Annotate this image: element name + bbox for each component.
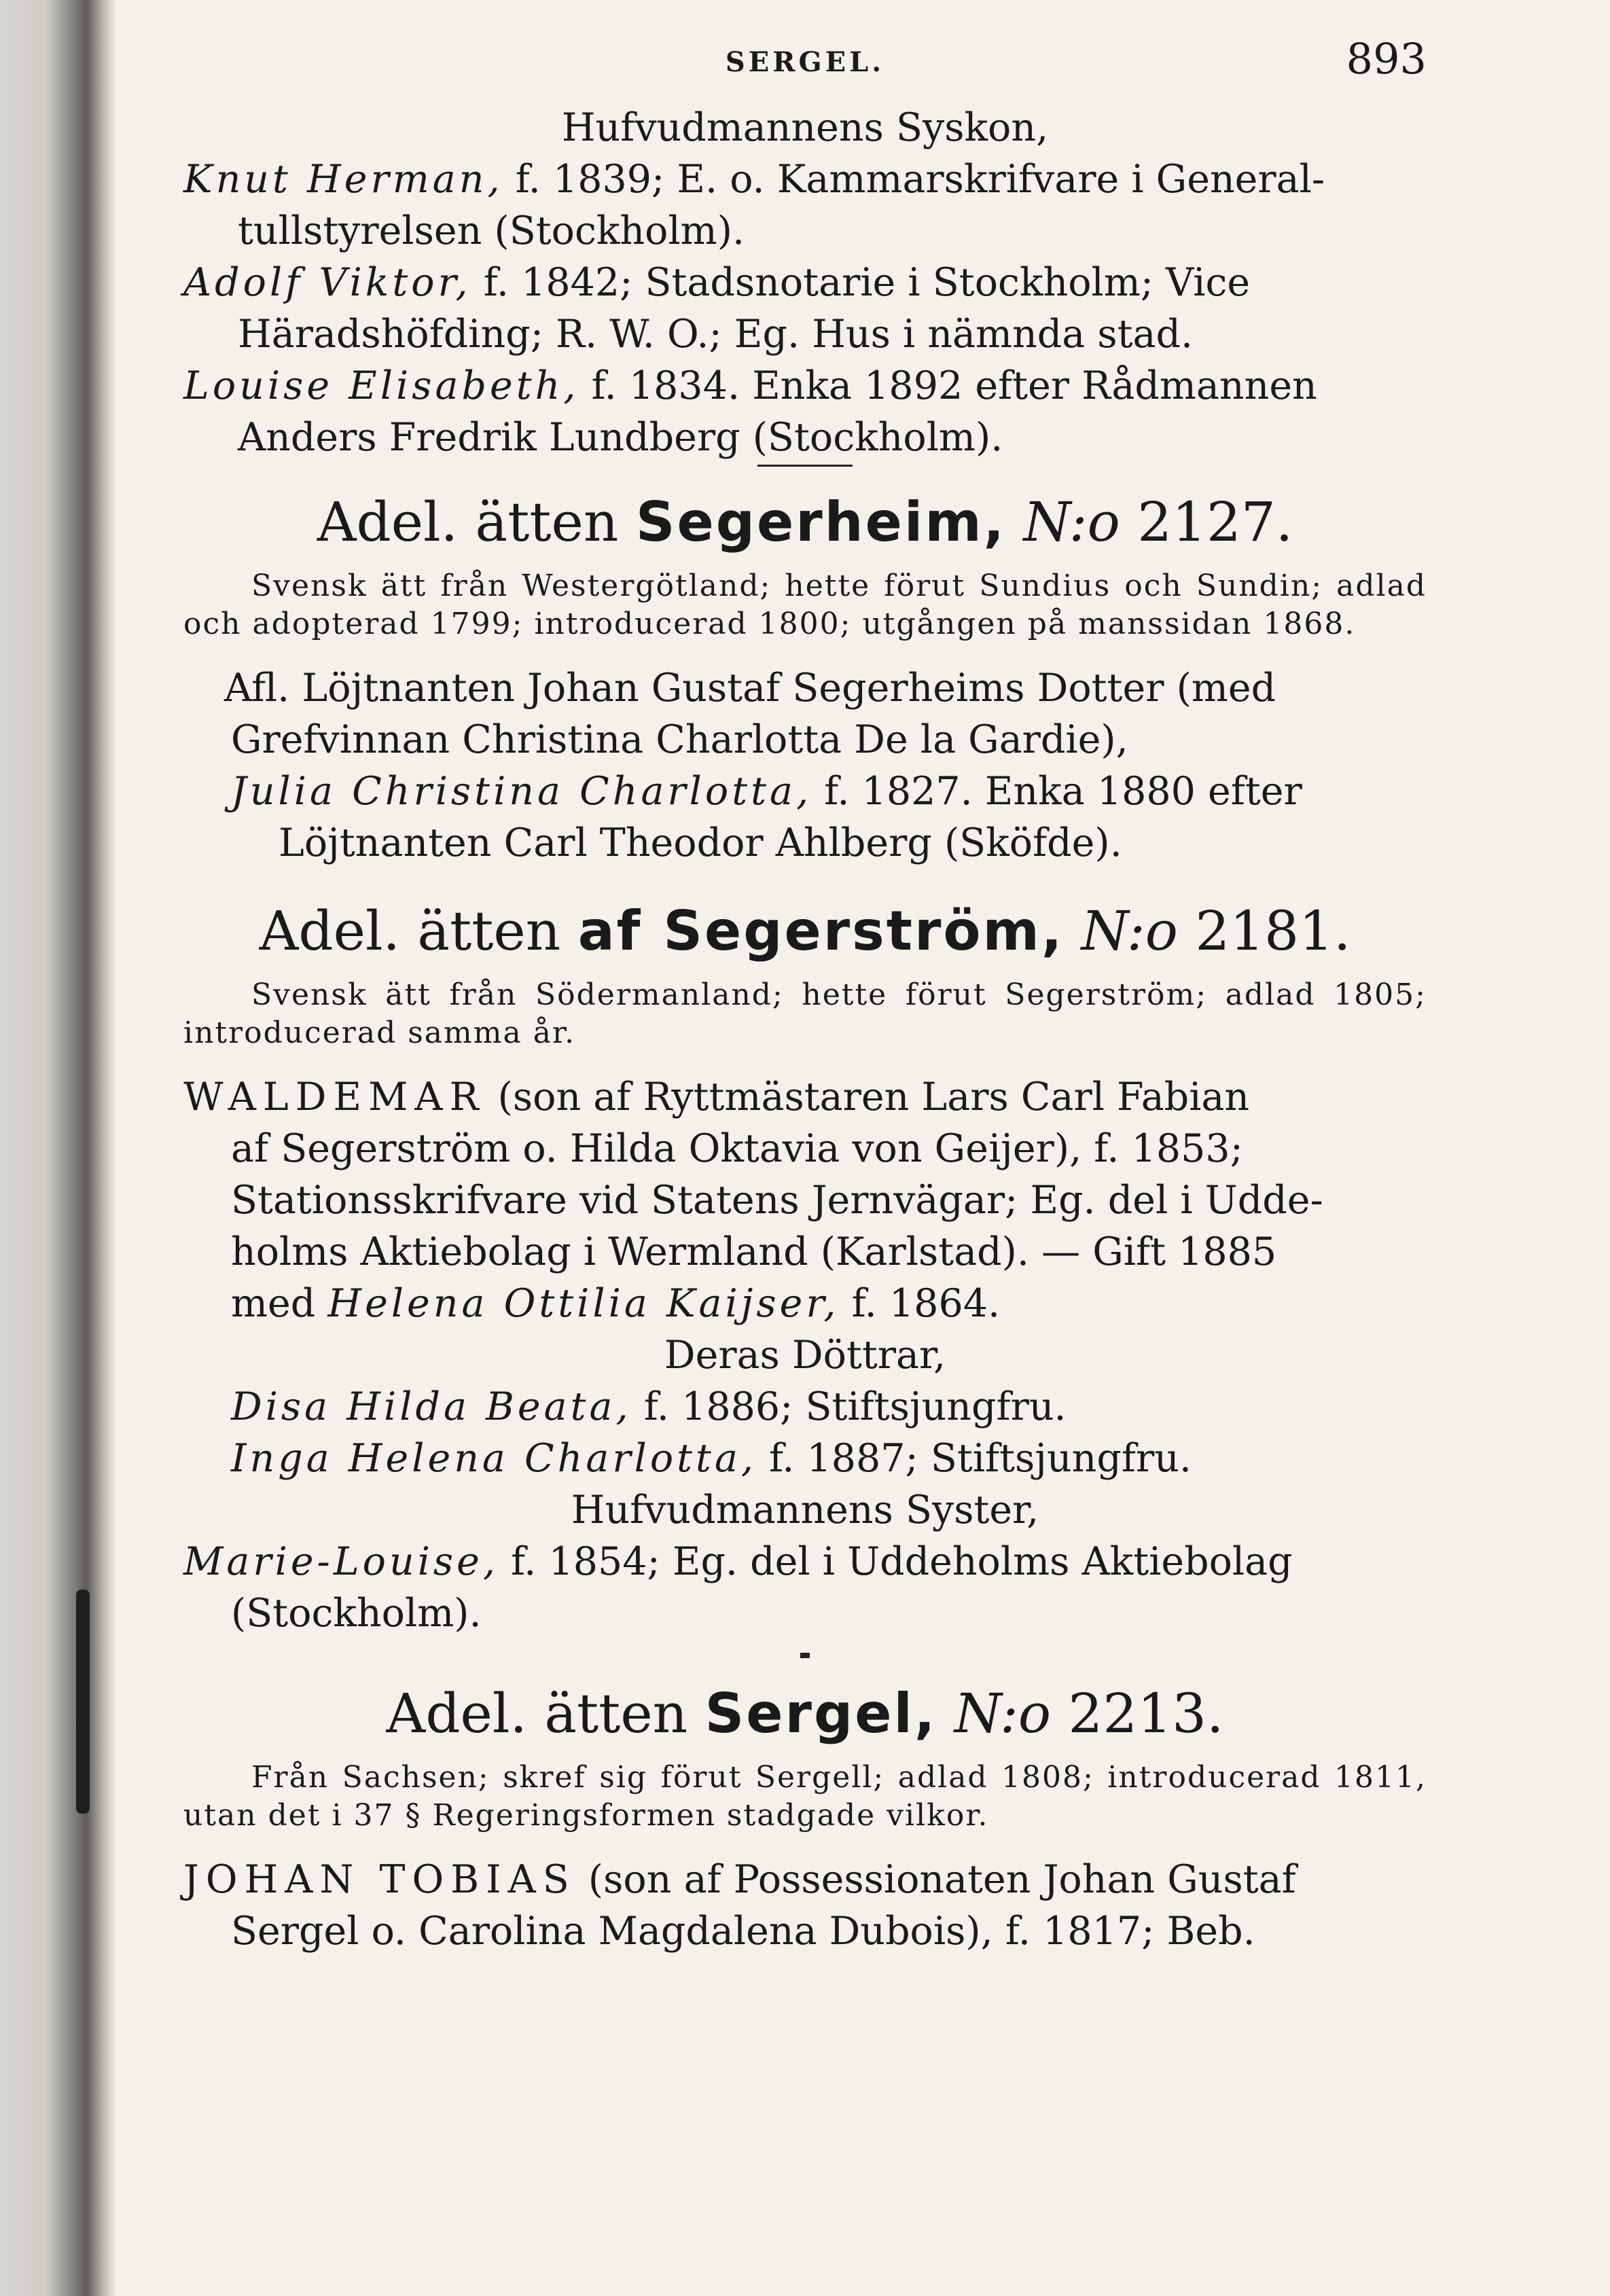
head-of-family-entry	[183, 1854, 1427, 1957]
sibling-name: Louise Elisabeth,	[183, 363, 579, 408]
child-entry	[183, 1433, 1427, 1484]
child-name: Inga Helena Charlotta,	[231, 1436, 757, 1481]
child-name: Disa Hilda Beata,	[231, 1384, 632, 1429]
spacer	[183, 869, 1427, 882]
family-description: Från Sachsen; skref sig förut Sergell; adlad 1808; introducerad 1811, utan det i 37 § Regeringsformen stadgade vilkor.	[183, 1760, 1427, 1833]
family-number-label: N:o	[1081, 899, 1178, 963]
family-description: Svensk ätt från Westergötland; hette förut Sundius och Sundin; adlad och adopterad 1799; introducerad 1800; utgången på manssidan 1868.	[183, 569, 1427, 641]
head-text: (son af Possessionaten Johan Gustaf	[575, 1857, 1296, 1902]
head-text: (son af Ryttmästaren Lars Carl Fabian	[485, 1075, 1250, 1119]
spouse-text: f. 1864.	[839, 1281, 1001, 1326]
family-prefix: Adel. ätten	[259, 899, 578, 963]
family-heading	[183, 1679, 1427, 1749]
sibling-text-cont: Anders Fredrik Lundberg (Stockholm).	[238, 415, 1003, 460]
sibling-text: f. 1842; Stadsnotarie i Stockholm; Vice	[471, 260, 1251, 305]
sibling-text: f. 1834. Enka 1892 efter Rådmannen	[579, 363, 1317, 408]
family-number: 2181.	[1195, 899, 1351, 963]
book-page	[183, 27, 1427, 1957]
child-entry	[183, 1381, 1427, 1433]
family-prefix: Adel. ätten	[317, 490, 636, 554]
family-prefix: Adel. ätten	[386, 1682, 705, 1745]
page-binding-edge	[0, 0, 115, 2296]
sibling-entry	[183, 360, 1427, 463]
section-divider	[757, 465, 853, 467]
sibling-text-cont: tullstyrelsen (Stockholm).	[238, 209, 745, 253]
spouse-prefix: med	[231, 1281, 328, 1326]
sister-text-cont: (Stockholm).	[231, 1591, 482, 1636]
family-heading	[183, 896, 1427, 967]
child-text: f. 1887; Stiftsjungfru.	[757, 1436, 1192, 1481]
sister-heading: Hufvudmannens Syster,	[571, 1488, 1039, 1532]
page-number: 893	[1346, 34, 1427, 84]
lineage-line: Afl. Löjtnanten Johan Gustaf Segerheims Dotter (med	[224, 666, 1276, 711]
head-of-family-entry	[183, 1071, 1427, 1329]
sister-name: Marie-Louise,	[183, 1539, 499, 1584]
lineage-line: Grefvinnan Christina Charlotta De la Gardie),	[231, 717, 1128, 762]
running-head: SERGEL.	[725, 46, 885, 78]
daughter-text-cont: Löjtnanten Carl Theodor Ahlberg (Sköfde).	[279, 821, 1122, 865]
daughter-name: Julia Christina Charlotta,	[231, 769, 812, 814]
sibling-text: f. 1839; E. o. Kammarskrifvare i General-	[503, 157, 1325, 202]
child-text: f. 1886; Stiftsjungfru.	[631, 1384, 1067, 1429]
sibling-text-cont: Häradshöfding; R. W. O.; Eg. Hus i nämnda stad.	[238, 312, 1194, 357]
head-text: af Segerström o. Hilda Oktavia von Geijer), f. 1853;	[231, 1126, 1243, 1171]
family-number-label: N:o	[1023, 490, 1120, 554]
family-name: Segerheim,	[635, 490, 1007, 554]
sister-text: f. 1854; Eg. del i Uddeholms Aktiebolag	[499, 1539, 1293, 1584]
page-header	[183, 27, 1427, 102]
head-name: WALDEMAR	[183, 1075, 486, 1119]
family-name: af Segerström,	[577, 899, 1065, 963]
family-description: Svensk ätt från Södermanland; hette förut Segerström; adlad 1805; introducerad samma år.	[183, 977, 1427, 1050]
family-heading	[183, 487, 1427, 558]
daughter-entry	[183, 766, 1427, 869]
sister-entry	[183, 1536, 1427, 1639]
family-name: Sergel,	[704, 1682, 937, 1745]
head-text: Stationsskrifvare vid Statens Jernvägar; Eg. del i Udde-	[231, 1178, 1323, 1223]
family-number-label: N:o	[954, 1682, 1051, 1745]
head-text: holms Aktiebolag i Wermland (Karlstad). — Gift 1885	[231, 1230, 1277, 1274]
family-number: 2213.	[1068, 1682, 1224, 1745]
section-divider	[800, 1653, 810, 1658]
children-heading: Deras Döttrar,	[664, 1333, 946, 1378]
sibling-entry	[183, 154, 1427, 257]
sibling-name: Knut Herman,	[183, 157, 503, 202]
spouse-name: Helena Ottilia Kaijser,	[327, 1281, 840, 1326]
head-text-cont: Sergel o. Carolina Magdalena Dubois), f. 1817; Beb.	[231, 1909, 1255, 1954]
siblings-heading: Hufvudmannens Syskon,	[561, 105, 1049, 150]
head-name: JOHAN TOBIAS	[183, 1857, 576, 1902]
sibling-entry	[183, 257, 1427, 360]
daughter-text: f. 1827. Enka 1880 efter	[812, 769, 1302, 814]
family-number: 2127.	[1137, 490, 1293, 554]
sibling-name: Adolf Viktor,	[183, 260, 471, 305]
